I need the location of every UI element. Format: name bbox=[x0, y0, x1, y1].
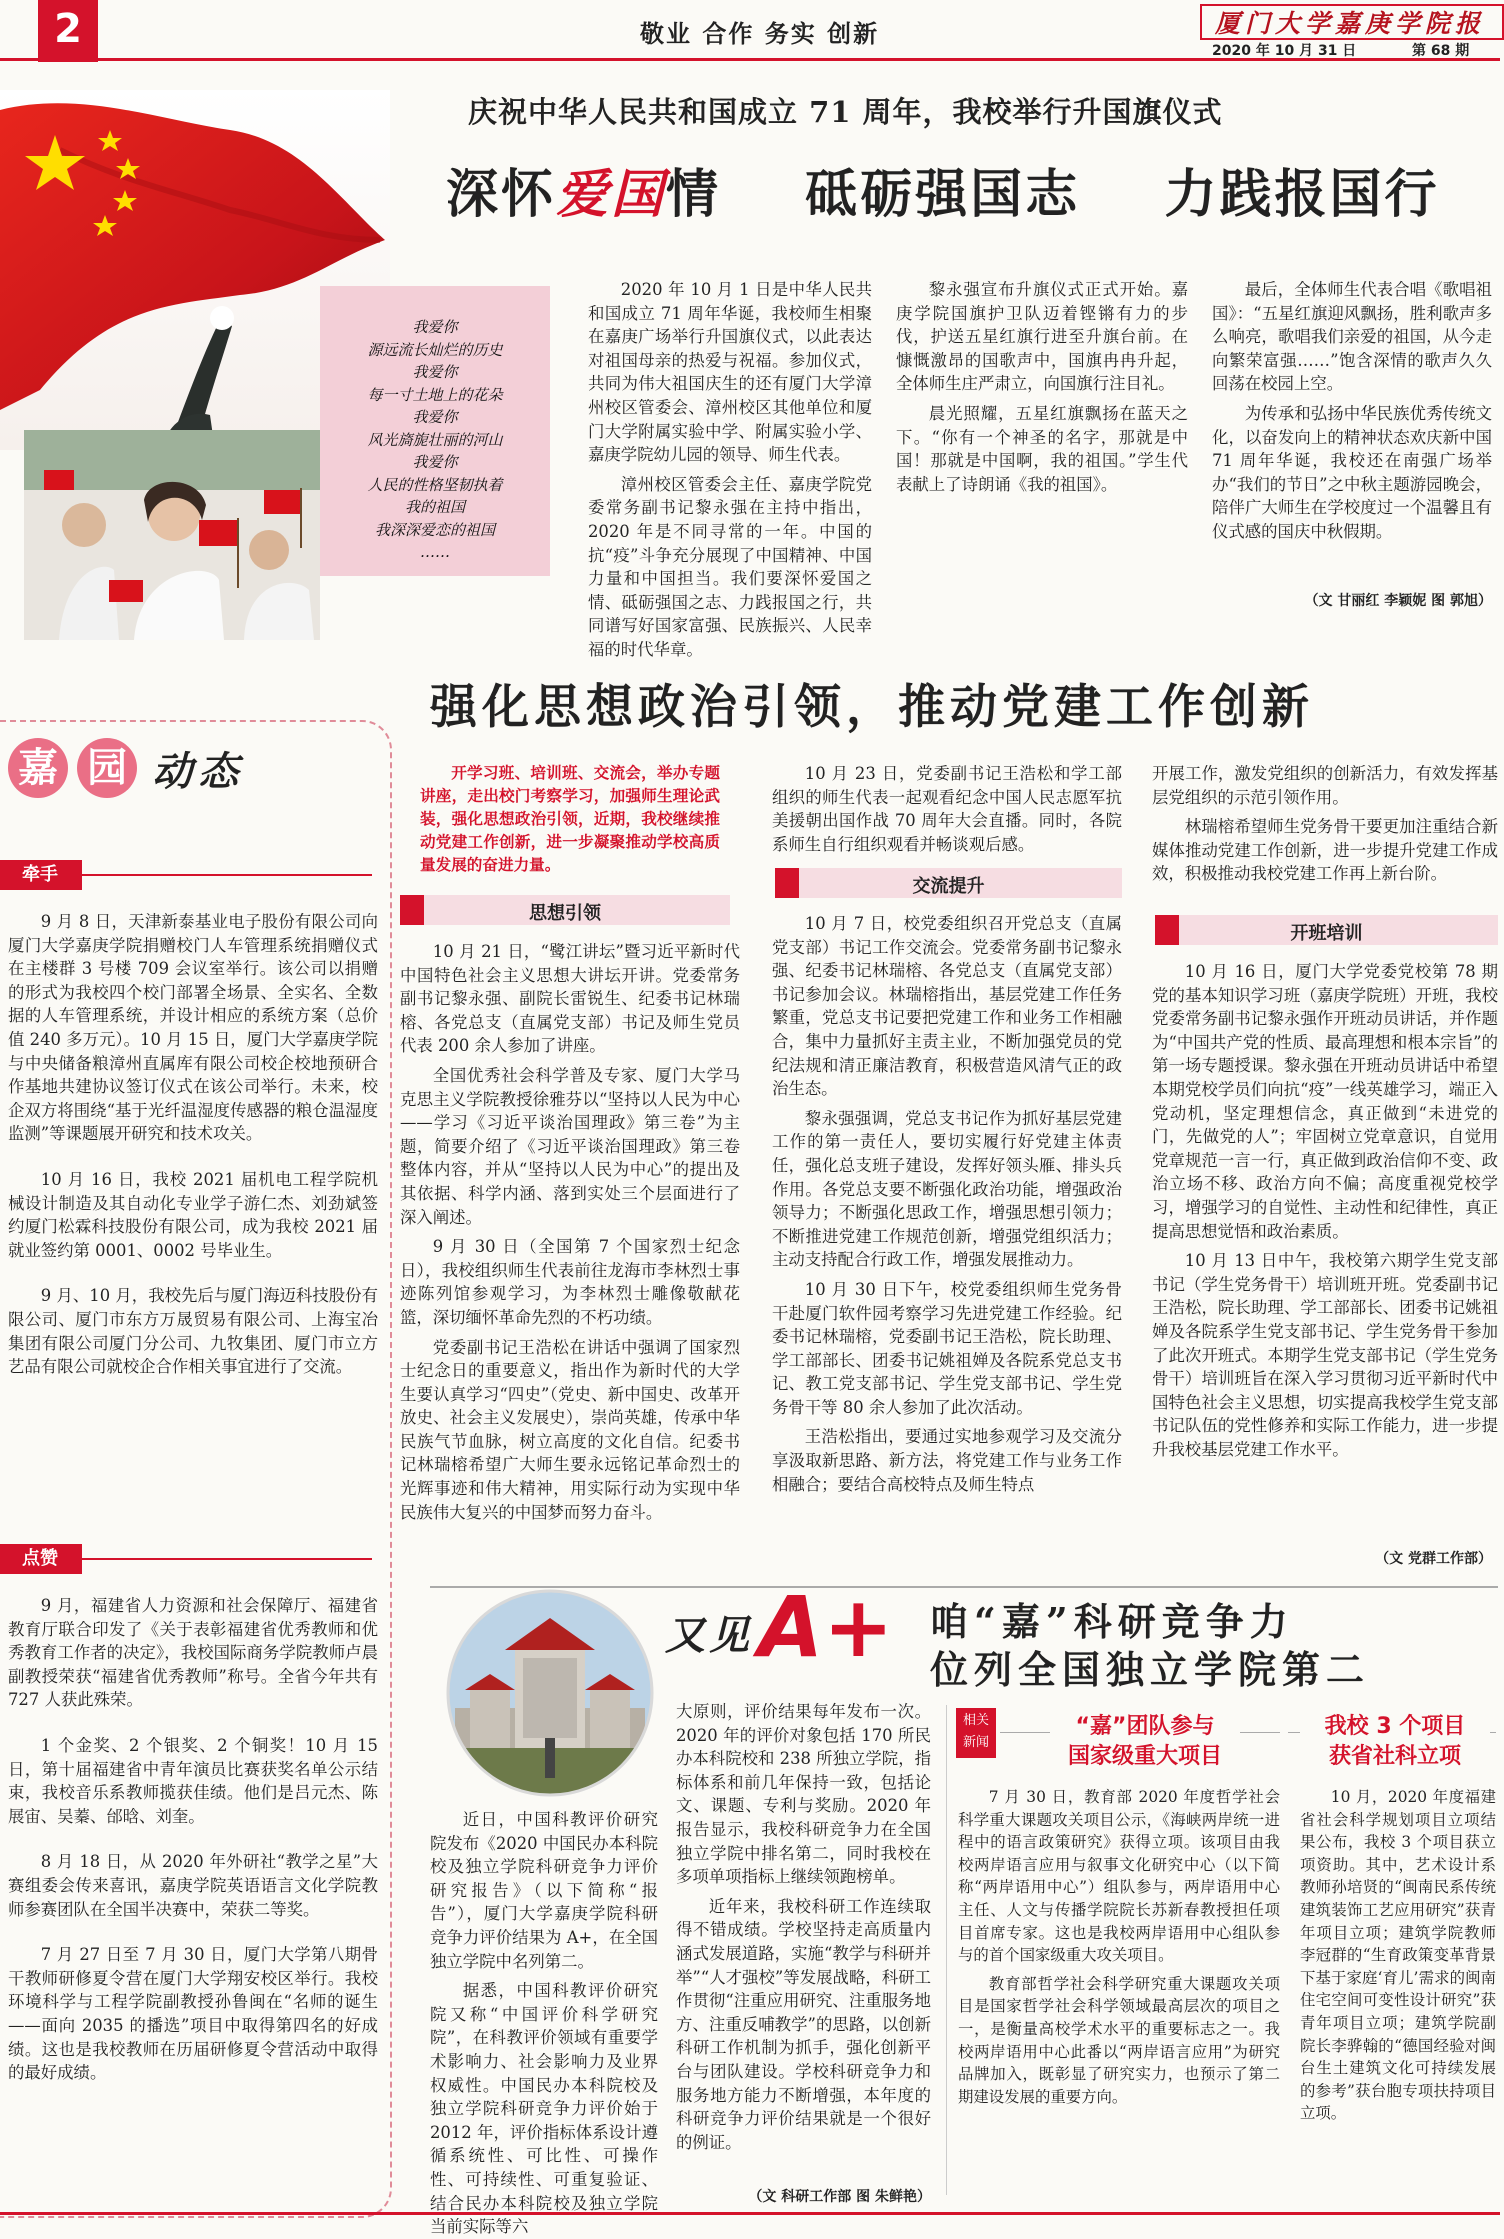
lead-text: 开学习班、培训班、交流会，举办专题讲座，走出校门考察学习，加强师生理论武装，强化思想政治引领，近期，我校继续推动党建工作创新，进一步凝聚推动学校高质量发展的奋进力量。 bbox=[420, 764, 720, 874]
paragraph: 1 个金奖、2 个银奖、2 个铜奖！10 月 15 日，第十届福建省中青年演员比赛获奖名单公示结束，我校音乐系教师揽获佳绩。他们是吕元杰、陈展宙、吴蓁、邰晗、刘奎。 bbox=[8, 1735, 378, 1826]
article1-column-3 bbox=[1212, 278, 1492, 588]
sidebar-section-2 bbox=[8, 1594, 378, 2208]
article1-headline bbox=[446, 152, 1440, 227]
paragraph: 漳州校区管委会主任、嘉庚学院党委常务副书记黎永强在主持中指出，2020 年是不同寻常的一年。中国的抗“疫”斗争充分展现了中国精神、中国力量和中国担当。我们要深怀爱国之情、砥砺强国之志、力践报国之行，共同谱写好国家富强、民族振兴、人民幸福的时代华章。 bbox=[588, 474, 872, 659]
headline-highlight: 爱国 bbox=[556, 164, 667, 225]
paragraph: 10 月，2020 年度福建省社会科学规划项目立项结果公布，我校 3 个项目获立项资助。其中，艺术设计系教师孙培贤的“闽南民系传统建筑装饰工艺应用研究”获青年项目立项；建筑学院教师李冠群的“生育政策变革背景下基于家庭‘育儿’需求的闽南住宅空间可变性设计研究”获青年项目立项；建筑学院副院长李骅翰的“德国经验对闽台生土建筑文化可持续发展的参考”获台胞专项扶持项目立项。 bbox=[1300, 1788, 1496, 2123]
paragraph: 8 月 18 日，从 2020 年外研社“教学之星”大赛组委会传来喜讯，嘉庚学院英语语言文化学院教师参赛团队在全国半决赛中，荣获二等奖。 bbox=[8, 1852, 378, 1919]
logo-mark: A+ bbox=[758, 1578, 894, 1676]
article2-column-3-top bbox=[1152, 762, 1498, 904]
news2-body bbox=[1300, 1786, 1496, 2196]
article3-headline bbox=[930, 1598, 1370, 1694]
article1-credit: （文 甘丽红 李颖妮 图 郭旭） bbox=[1304, 593, 1492, 609]
paragraph: 为传承和弘扬中华民族优秀传统文化，以奋发向上的精神状态欢庆新中国 71 周年华诞，我校还在南强广场举办“我们的节日”之中秋主题游园晚会，陪伴广大师生在学校度过一个温馨且有仪式感的国庆中秋假期。 bbox=[1212, 403, 1492, 541]
news-title-line: 国家级重大项目 bbox=[1067, 1744, 1222, 1769]
poem-line: 我的祖国 bbox=[404, 498, 465, 516]
section-bar-kaiban bbox=[1155, 915, 1498, 945]
paragraph: 10 月 30 日下午，校党委组织师生党务骨干赴厦门软件园考察学习先进党建工作经验。纪委书记林瑞榕，党委副书记王浩松，院长助理、学工部部长、团委书记姚祖婵及各院系党总支书记、教工党支部书记、学生党支部书记、学生党务骨干等 80 余人参加了此次活动。 bbox=[772, 1279, 1122, 1417]
section-title: 思想引领 bbox=[529, 903, 601, 924]
article3-column-1 bbox=[430, 1808, 658, 2237]
paragraph: 晨光照耀，五星红旗飘扬在蓝天之下。“你有一个神圣的名字，那就是中国！那就是中国啊，我的祖国。”学生代表献上了诗朗诵《我的祖国》。 bbox=[896, 403, 1188, 494]
sidebar-title bbox=[8, 738, 244, 818]
article3-credit: （文 科研工作部 图 朱鲜艳） bbox=[748, 2189, 931, 2205]
poem-line: 每一寸土地上的花朵 bbox=[367, 385, 503, 404]
section-label-dianzan: 点赞 bbox=[0, 1544, 82, 1574]
news1-title bbox=[1050, 1712, 1240, 1772]
article2-column-2-top bbox=[772, 762, 1122, 858]
paragraph: 党委副书记王浩松在讲话中强调了国家烈士纪念日的重要意义，指出作为新时代的大学生要认真学习“四史”（党史、新中国史、改革开放史、社会主义发展史），崇尚英雄，传承中华民族气节血脉，树立高度的文化自信。纪委书记林瑞榕希望广大师生要永远铭记革命烈士的光辉事迹和伟大精神，用实际行动为实现中华民族伟大复兴的中国梦而努力奋斗。 bbox=[400, 1337, 740, 1522]
headline-line: 咱“嘉”科研竞争力 bbox=[930, 1599, 1294, 1644]
article3-column-2 bbox=[676, 1700, 931, 2176]
news-title-line: 我校 3 个项目 bbox=[1324, 1714, 1466, 1739]
section-bar-jiaoliu bbox=[775, 868, 1122, 898]
news1-body bbox=[958, 1786, 1280, 2196]
article1-column-1 bbox=[588, 278, 872, 659]
paragraph: 黎永强强调，党总支书记作为抓好基层党建工作的第一责任人，要切实履行好党建主体责任，强化总支班子建设，发挥好领头雁、排头兵作用。各党总支要不断强化政治功能，增强政治领导力；不断强化思政工作，增强思想引领力；不断推进党建工作规范创新，增强党组织活力；主动支持配合行政工作，增强发展推动力。 bbox=[772, 1108, 1122, 1270]
section-label-qianshou: 牵手 bbox=[0, 860, 82, 890]
motto: 敬业 合作 务实 创新 bbox=[640, 19, 880, 48]
paragraph: 开展工作，激发党组织的创新活力，有效发挥基层党组织的示范引领作用。 bbox=[1152, 764, 1498, 807]
sidebar-section-1 bbox=[8, 910, 378, 1520]
issue-date: 2020 年 10 月 31 日 bbox=[1212, 43, 1357, 59]
paragraph: 9 月、10 月，我校先后与厦门海迈科技股份有限公司、厦门市东方万晟贸易有限公司、上海宝冶集团有限公司厦门分公司、九牧集团、厦门市立方艺品有限公司就校企合作相关事宜进行了交流。 bbox=[8, 1286, 378, 1377]
masthead: 厦门大学嘉庚学院报 bbox=[1214, 9, 1485, 38]
title-circle: 园 bbox=[77, 738, 137, 798]
a-plus-logo bbox=[665, 1578, 894, 1676]
headline-part: 深怀 bbox=[446, 164, 557, 225]
news-title-line: 获省社科立项 bbox=[1328, 1744, 1461, 1769]
paragraph: 10 月 16 日，厦门大学党委党校第 78 期党的基本知识学习班（嘉庚学院班）开班，我校党委常务副书记黎永强作开班动员讲话，并作题为“中国共产党的性质、最高理想和根本宗旨”的第一场专题授课。黎永强在开班动员讲话中希望本期党校学员们向抗“疫”一线英雄学习，端正入党动机，坚定理想信念，真正做到“未进党的门，先做党的人”；牢固树立党章意识，自觉用党章规范一言一行，真正做到政治信仰不变、政治立场不移、政治方向不偏；高度重视党校学习，增强学习的自觉性、主动性和纪律性，真正提高思想觉悟和政治素质。 bbox=[1152, 962, 1498, 1241]
article1-column-2 bbox=[896, 278, 1188, 608]
section-title: 开班培训 bbox=[1290, 923, 1363, 944]
article2-column-3 bbox=[1152, 960, 1498, 1540]
paragraph: 10 月 7 日，校党委组织召开党总支（直属党支部）书记工作交流会。党委常务副书记黎永强、纪委书记林瑞榕、各党总支（直属党支部）书记参加会议。林瑞榕指出，基层党建工作任务繁重，党总支书记要把党建工作和业务工作相融合，集中力量抓好主责主业，不断加强党员的党纪法规和清正廉洁教育，积极营造风清气正的政治生态。 bbox=[772, 914, 1122, 1099]
headline-part: 力践报国行 bbox=[1164, 164, 1440, 225]
poem bbox=[330, 316, 540, 564]
headline-part: 砥砺强国志 bbox=[805, 164, 1081, 225]
issue-number: 第 68 期 bbox=[1412, 43, 1470, 59]
article2-lead bbox=[420, 762, 720, 882]
headline-line: 位列全国独立学院第二 bbox=[930, 1647, 1371, 1692]
poem-line: 人民的性格坚韧执着 bbox=[367, 475, 503, 494]
article1-kicker: 庆祝中华人民共和国成立 71 周年，我校举行升国旗仪式 bbox=[468, 95, 1223, 129]
paragraph: 林瑞榕希望师生党务骨干要更加注重结合新媒体推动党建工作创新，进一步提升党建工作成效，积极推动我校党建工作再上新台阶。 bbox=[1152, 817, 1498, 884]
paragraph: 7 月 30 日，教育部 2020 年度哲学社会科学重大课题攻关项目公示，《海峡两岸统一进程中的语言政策研究》获得立项。该项目由我校两岸语言应用与叙事文化研究中心（以下简称“两岸语用中心”）组队参与，两岸语用中心主任、人文与传播学院院长苏新春教授担任项目首席专家。这也是我校两岸语用中心组队参与的首个国家级重大攻关项目。 bbox=[958, 1788, 1280, 1965]
poem-line: …… bbox=[420, 543, 450, 561]
title-text: 动态 bbox=[152, 747, 245, 795]
paragraph: 最后，全体师生代表合唱《歌唱祖国》：“五星红旗迎风飘扬，胜利歌声多么响亮，歌唱我们亲爱的祖国，从今走向繁荣富强……”饱含深情的歌声久久回荡在校园上空。 bbox=[1212, 280, 1492, 394]
article2-column-1 bbox=[400, 940, 740, 1572]
poem-line: 源远流长灿烂的历史 bbox=[367, 340, 503, 359]
title-circle: 嘉 bbox=[8, 738, 68, 798]
paragraph: 全国优秀社会科学普及专家、厦门大学马克思主义学院教授徐雅芬以“坚持以人民为中心——学习《习近平谈治国理政》第三卷”为主题，简要介绍了《习近平谈治国理政》第三卷整体内容，并从“坚持以人民为中心”的提出及其依据、科学内涵、落到实处三个层面进行了深入阐述。 bbox=[400, 1065, 740, 1227]
poem-line: 我爱你 bbox=[412, 318, 458, 336]
section-title: 交流提升 bbox=[912, 876, 985, 897]
poem-line: 我爱你 bbox=[412, 453, 458, 471]
campus-photo bbox=[445, 1588, 655, 1798]
paragraph: 教育部哲学社会科学研究重大课题攻关项目是国家哲学社会科学领域最高层次的项目之一，是衡量高校学术水平的重要标志之一。我校两岸语用中心此番以“两岸语言应用”为研究品牌加入，既彰显了研究实力，也预示了第二期建设发展的重要方向。 bbox=[958, 1974, 1280, 2106]
bottom-rule bbox=[0, 2212, 1500, 2215]
paragraph: 10 月 13 日中午，我校第六期学生党支部书记（学生党务骨干）培训班开班。党委副书记王浩松，院长助理、学工部部长、团委书记姚祖婵及各院系学生党支部书记、学生党务骨干参加了此次开班式。本期学生党支部书记（学生党务骨干）培训班旨在深入学习贯彻习近平新时代中国特色社会主义思想，切实提高我校学生党支部书记队伍的党性修养和实际工作能力，进一步提升我校基层党建工作水平。 bbox=[1152, 1251, 1498, 1459]
page-number: 2 bbox=[54, 6, 82, 52]
tag-line: 新闻 bbox=[962, 1735, 989, 1750]
poem-line: 我爱你 bbox=[412, 363, 458, 381]
poem-line: 我爱你 bbox=[412, 408, 458, 426]
news2-title bbox=[1300, 1712, 1490, 1772]
paragraph: 7 月 27 日至 7 月 30 日，厦门大学第八期骨干教师研修夏令营在厦门大学翔安校区举行。我校环境科学与工程学院副教授孙鲁闽在“名师的诞生——面向 2035 的播选”项目中取得第四名的好成绩。这也是我校教师在历届研修夏令营活动中取得的最好成绩。 bbox=[8, 1945, 378, 2083]
paragraph: 近年来，我校科研工作连续取得不错成绩。学校坚持走高质量内涵式发展道路，实施“教学与科研并举”“人才强校”等发展战略，科研工作贯彻“注重应用研究、注重服务地方、注重反哺教学”的思路，以创新科研工作机制为抓手，强化创新平台与团队建设。学校科研竞争力和服务地方能力不断增强，本年度的科研竞争力评价结果就是一个很好的例证。 bbox=[676, 1896, 931, 2152]
paragraph: 王浩松指出，要通过实地参观学习及交流分享汲取新思路、新方法，将党建工作与业务工作相融合；要结合高校特点及师生特点 bbox=[772, 1427, 1122, 1494]
poem-line: 我深深爱恋的祖国 bbox=[374, 520, 495, 539]
headline-part: 情 bbox=[666, 164, 722, 225]
poem-line: 风光旖旎壮丽的河山 bbox=[367, 430, 503, 449]
paragraph: 10 月 21 日，“鹭江讲坛”暨习近平新时代中国特色社会主义思想大讲坛开讲。党委常务副书记黎永强、副院长雷锐生、纪委书记林瑞榕、各党总支（直属党支部）书记及师生党员代表 200 余人参加了讲座。 bbox=[400, 942, 740, 1056]
paragraph: 10 月 23 日，党委副书记王浩松和学工部组织的师生代表一起观看纪念中国人民志愿军抗美援朝出国作战 70 周年大会直播。同时，各院系师生自行组织观看并畅谈观后感。 bbox=[772, 764, 1122, 854]
related-divider bbox=[946, 1705, 947, 2195]
paragraph: 9 月 30 日（全国第 7 个国家烈士纪念日），我校组织师生代表前往龙海市李林烈士事迹陈列馆参观学习，为李林烈士雕像敬献花篮，深切缅怀革命先烈的不朽功绩。 bbox=[400, 1237, 740, 1327]
paragraph: 9 月，福建省人力资源和社会保障厅、福建省教育厅联合印发了《关于表彰福建省优秀教师和优秀教育工作者的决定》，我校国际商务学院教师卢晨副教授荣获“福建省优秀教师”称号。全省今年共有 727 人获此殊荣。 bbox=[8, 1596, 378, 1710]
crowd-photo bbox=[24, 430, 320, 640]
news-title-line: “嘉”团队参与 bbox=[1075, 1714, 1215, 1739]
paragraph: 黎永强宣布升旗仪式正式开始。嘉庚学院国旗护卫队迈着铿锵有力的步伐，护送五星红旗行进至升旗台前。在慷慨激昂的国歌声中，国旗冉冉升起，全体师生庄严肃立，向国旗行注目礼。 bbox=[896, 280, 1188, 394]
article2-credit: （文 党群工作部） bbox=[1375, 1551, 1492, 1567]
paragraph: 据悉，中国科教评价研究院又称“中国评价科学研究院”，在科教评价领域有重要学术影响力、社会影响力及业界权威性。中国民办本科院校及独立学院科研竞争力评价始于 2012 年，评价指标体系设计遵循系统性、可比性、可操作性、可持续性、可重复验证、结合民办本科院校及独立学院当前实际等六 bbox=[430, 1981, 658, 2237]
section-bar-sixiang bbox=[400, 895, 730, 925]
paragraph: 2020 年 10 月 1 日是中华人民共和国成立 71 周年华诞，我校师生相聚在嘉庚广场举行升国旗仪式，以此表达对祖国母亲的热爱与祝福。参加仪式，共同为伟大祖国庆生的还有厦门大学漳州校区管委会、漳州校区其他单位和厦门大学附属实验中学、附属实验小学、嘉庚学院幼儿园的领导、师生代表。 bbox=[588, 280, 872, 465]
logo-text: 又见 bbox=[665, 1612, 753, 1659]
related-tag bbox=[956, 1708, 996, 1758]
paragraph: 9 月 8 日，天津新泰基业电子股份有限公司向厦门大学嘉庚学院捐赠校门人车管理系统捐赠仪式在主楼群 3 号楼 709 会议室举行。该公司以捐赠的形式为我校四个校门部署全场景、全实名、全数据的人车管理系统，并设计相应的系统方案（总价值 240 多万元）。10 月 15 日，厦门大学嘉庚学院与中央储备粮漳州直属库有限公司校企校地预研合作基地共建协议签订仪式在该公司举行。未来，校企双方将围绕“基于光纤温湿度传感器的粮仓温湿度监测”等课题展开研究和技术攻关。 bbox=[8, 912, 378, 1144]
paragraph: 大原则，评价结果每年发布一次。2020 年的评价对象包括 170 所民办本科院校和 238 所独立学院，指标体系和前几年保持一致，包括论文、课题、专利与奖励。2020 年报告显示，我校科研竞争力在全国独立学院中排名第二，同时我校在多项单项指标上继续领跑榜单。 bbox=[676, 1702, 931, 1887]
paragraph: 10 月 16 日，我校 2021 届机电工程学院机械设计制造及其自动化专业学子游仁杰、刘劲斌签约厦门松霖科技股份有限公司，成为我校 2021 届就业签约第 0001、0002 号毕业生。 bbox=[8, 1169, 378, 1260]
paragraph: 近日，中国科教评价研究院发布《2020 中国民办本科院校及独立学院科研竞争力评价研究报告》（以下简称“报告”），厦门大学嘉庚学院科研竞争力评价结果为 A+，在全国独立学院中名列第二。 bbox=[430, 1810, 658, 1971]
tag-line: 相关 bbox=[962, 1713, 989, 1728]
article2-headline: 强化思想政治引领，推动党建工作创新 bbox=[430, 680, 1314, 735]
article2-column-2 bbox=[772, 912, 1122, 1572]
